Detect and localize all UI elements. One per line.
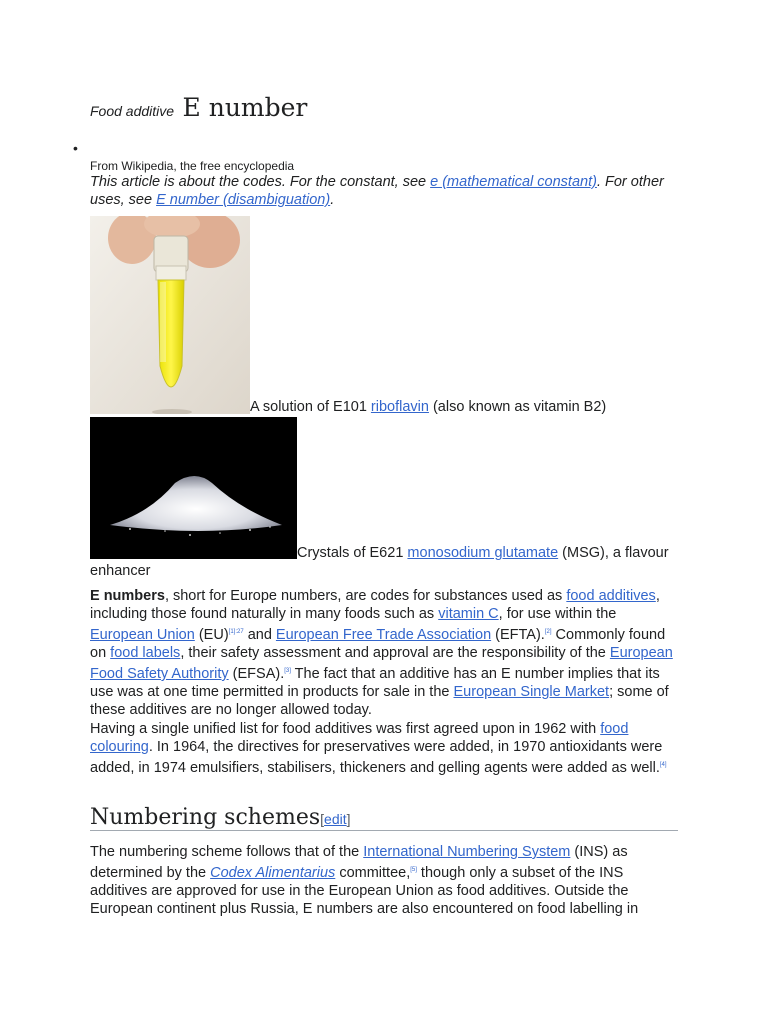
para-text: , short for Europe numbers, are codes for substances used as <box>164 588 567 604</box>
link-efta[interactable]: European Free Trade Association <box>275 627 492 643</box>
link-european-union[interactable]: European Union <box>90 627 195 643</box>
reference-2[interactable]: [2] <box>544 629 552 635</box>
reference-3[interactable]: [3] <box>284 668 291 674</box>
caption-text: A solution of E101 <box>250 399 371 415</box>
para-text: committee, <box>335 865 411 881</box>
link-food-colouring[interactable]: food colouring <box>90 721 629 755</box>
link-efsa[interactable]: European Food Safety Authority <box>90 645 673 682</box>
edit-section-link[interactable]: edit <box>324 811 347 827</box>
caption-text: (also known as vitamin B2) <box>428 399 607 415</box>
para-text: and <box>243 627 276 643</box>
numbering-paragraph <box>90 843 680 918</box>
link-food-additives[interactable]: food additives <box>566 588 656 604</box>
bullet-marker: • <box>73 140 78 156</box>
para-text: (EFTA). <box>491 627 545 643</box>
link-codex-alimentarius[interactable]: Codex Alimentarius <box>210 865 336 881</box>
riboflavin-tube-image[interactable] <box>90 216 250 414</box>
figure-caption-msg <box>90 544 670 580</box>
section-heading <box>90 805 678 831</box>
link-monosodium-glutamate[interactable]: monosodium glutamate <box>407 545 559 561</box>
para-text: The fact that an additive has an E number implies that its use was at one time permitted in products for sale in the <box>90 666 660 700</box>
para-text: (EU) <box>194 627 229 643</box>
from-wikipedia-line: From Wikipedia, the free encyclopedia <box>90 159 295 173</box>
hatnote <box>90 173 680 209</box>
para-text: (INS) as determined by the <box>90 844 628 881</box>
title-prefix: Food additive <box>90 103 175 119</box>
para-text: The numbering scheme follows that of the <box>90 844 364 860</box>
history-paragraph <box>90 720 680 777</box>
edit-bracket: ] <box>346 811 351 827</box>
para-text: though only a subset of the INS additives are approved for use in the European Union as food additives. Outside the European continent plus Russia, E numbers are also encountered on food labelling in <box>90 865 639 917</box>
link-vitamin-c[interactable]: vitamin C <box>438 606 499 622</box>
section-heading-text: Numbering schemes <box>90 805 321 830</box>
para-text: . In 1964, the directives for preservatives were added, in 1970 antioxidants were added, in 1974 emulsifiers, stabilisers, thickeners and gelling agents were added as well. <box>90 739 663 776</box>
hatnote-text: This article is about the codes. For the constant, see <box>90 174 431 190</box>
link-riboflavin[interactable]: riboflavin <box>370 399 429 415</box>
reference-1[interactable]: [1]:27 <box>228 629 244 635</box>
para-text: Having a single unified list for food additives was first agreed upon in 1962 with <box>90 721 601 737</box>
riboflavin-tube-icon <box>90 216 250 414</box>
intro-paragraph <box>90 587 680 719</box>
para-text: , their safety assessment and approval are the responsibility of the <box>180 645 610 661</box>
para-text: , including those found naturally in many foods such as <box>90 588 660 622</box>
para-text: ; some of these additives are no longer allowed today. <box>90 684 669 718</box>
link-ins[interactable]: International Numbering System <box>363 844 571 860</box>
reference-4[interactable]: [4] <box>659 762 667 768</box>
msg-crystals-icon <box>90 417 297 559</box>
para-text: (EFSA). <box>228 666 285 682</box>
caption-text: (MSG), a flavour enhancer <box>90 545 669 579</box>
para-text: Commonly found on <box>90 627 666 661</box>
link-food-labels[interactable]: food labels <box>110 645 181 661</box>
edit-bracket: [ <box>320 811 325 827</box>
bold-term: E numbers <box>90 588 165 604</box>
page-title <box>90 93 307 122</box>
msg-crystals-image[interactable] <box>90 417 297 559</box>
caption-text: Crystals of E621 <box>297 545 408 561</box>
figure-caption-riboflavin <box>250 399 606 415</box>
para-text: , for use within the <box>498 606 617 622</box>
title-text: E number <box>182 93 308 122</box>
hatnote-link-constant[interactable]: e (mathematical constant) <box>430 174 597 190</box>
reference-5[interactable]: [5] <box>410 867 417 873</box>
link-european-single-market[interactable]: European Single Market <box>453 684 610 700</box>
hatnote-text: . For other uses, see <box>90 174 664 208</box>
hatnote-text: . <box>330 192 335 208</box>
hatnote-link-disambiguation[interactable]: E number (disambiguation) <box>156 192 331 208</box>
